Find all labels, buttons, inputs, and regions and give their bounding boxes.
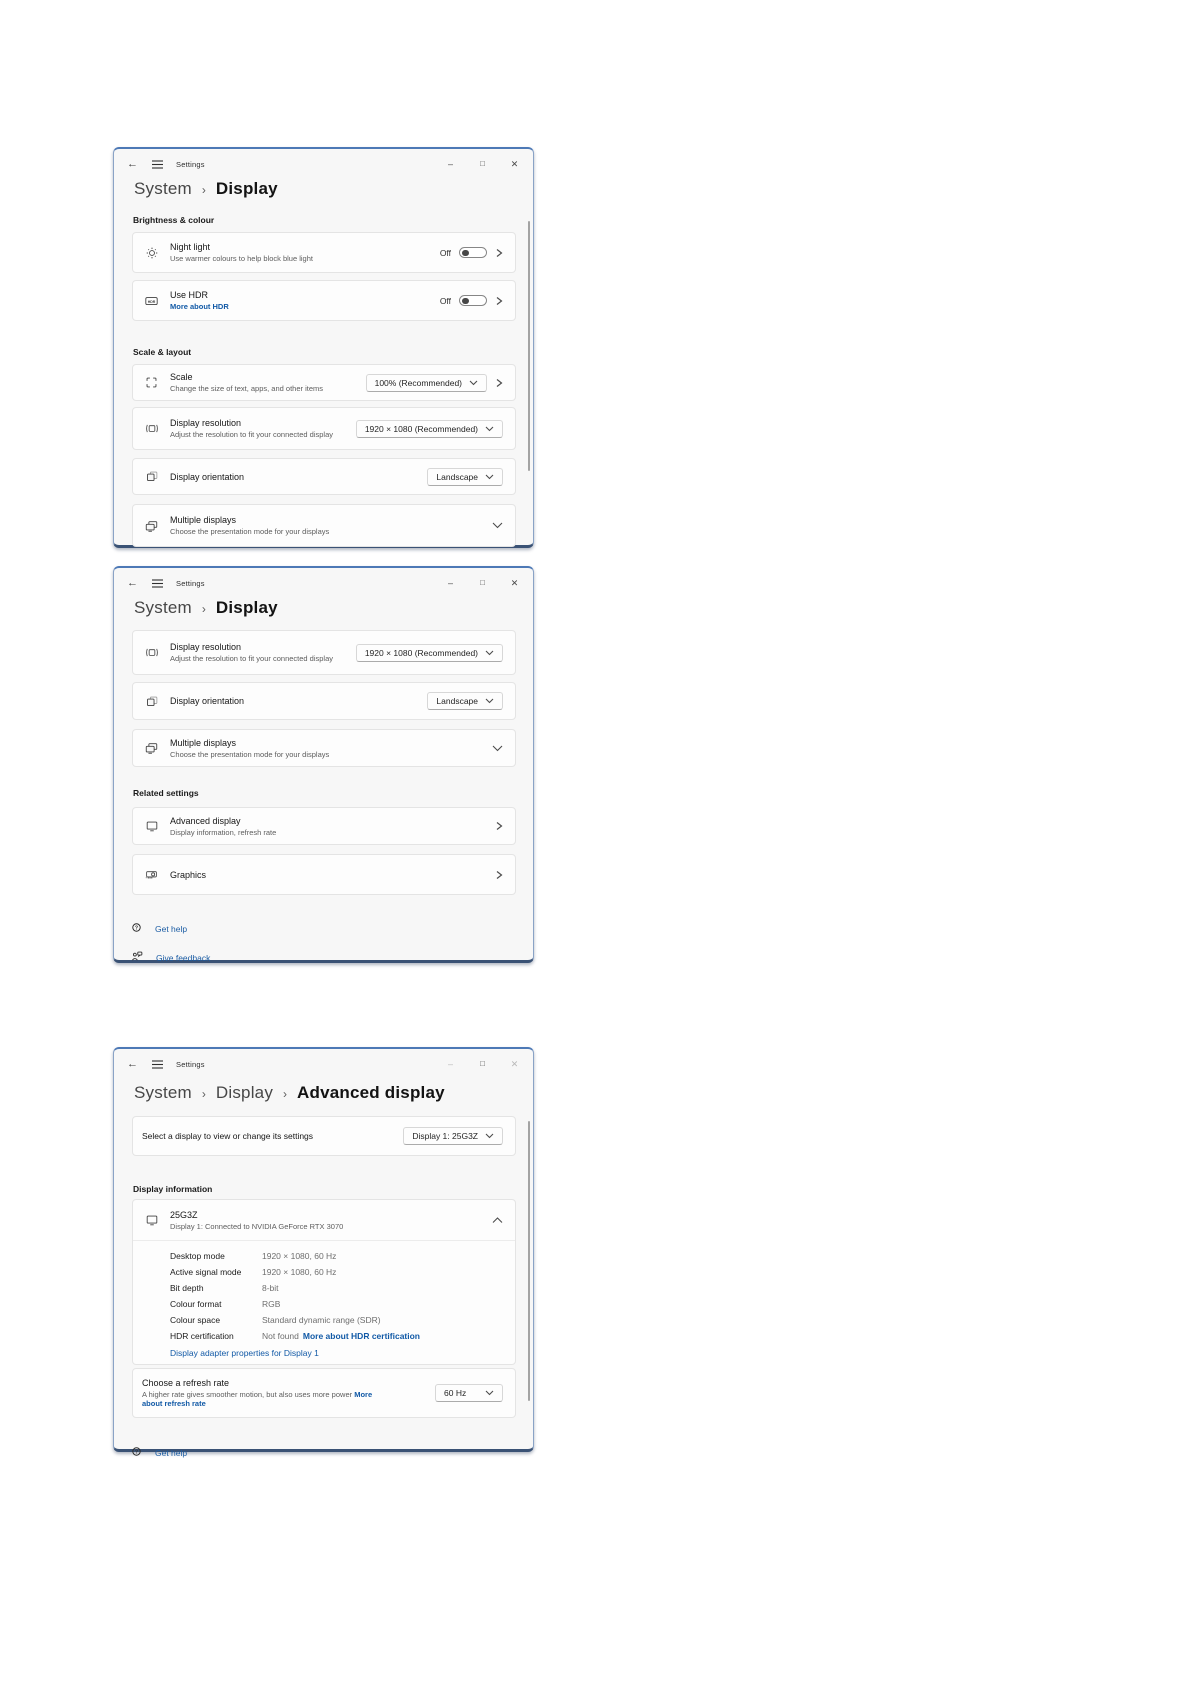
use-hdr-state-label: Off — [439, 295, 451, 306]
refresh-rate-dropdown[interactable] — [435, 1384, 503, 1402]
settings-window-display-scrolled — [113, 566, 534, 963]
breadcrumb — [134, 1083, 533, 1103]
minimize-button[interactable]: – — [447, 158, 453, 169]
info-row-colour-format — [133, 1297, 515, 1313]
info-row-colour-space — [133, 1313, 515, 1329]
settings-window-display-top — [113, 147, 534, 548]
select-display-label: Select a display to view or change its settings — [142, 1131, 314, 1141]
maximize-button[interactable]: □ — [480, 1059, 485, 1068]
back-button[interactable]: ← — [127, 1057, 138, 1070]
display-resolution-subtitle: Adjust the resolution to fit your connected display — [170, 654, 334, 663]
maximize-button[interactable]: □ — [480, 159, 485, 168]
breadcrumb-system[interactable]: System — [134, 598, 192, 617]
close-button[interactable]: ✕ — [510, 1058, 519, 1069]
display-name: 25G3Z — [170, 1209, 198, 1220]
breadcrumb-display: Display — [215, 598, 278, 617]
orientation-dropdown-value: Landscape — [436, 471, 478, 482]
app-title: Settings — [176, 578, 205, 588]
breadcrumb-system[interactable]: System — [134, 179, 192, 198]
scrollbar[interactable] — [528, 221, 530, 471]
scale-dropdown-value: 100% (Recommended) — [374, 377, 462, 388]
get-help-link[interactable]: Get help — [155, 1448, 188, 1458]
display-orientation-title: Display orientation — [170, 696, 245, 706]
info-row-active-signal-mode — [133, 1265, 515, 1281]
display-adapter-properties-link[interactable]: Display adapter properties for Display 1 — [170, 1348, 319, 1358]
multiple-displays-icon — [133, 519, 170, 533]
scale-subtitle: Change the size of text, apps, and other items — [170, 384, 324, 393]
multiple-displays-card[interactable] — [132, 729, 516, 767]
give-feedback-icon — [131, 949, 143, 967]
display-resolution-icon — [133, 646, 170, 659]
chevron-down-icon — [485, 698, 494, 704]
refresh-rate-dropdown-value: 60 Hz — [444, 1388, 467, 1398]
refresh-rate-card — [132, 1368, 516, 1418]
chevron-right-icon — [495, 378, 503, 388]
scale-title: Scale — [170, 372, 193, 382]
chevron-separator-icon: › — [201, 1087, 206, 1101]
section-scale-layout: Scale & layout — [133, 347, 192, 357]
hdr-icon — [133, 294, 170, 308]
back-button[interactable]: ← — [127, 576, 138, 589]
get-help-row[interactable] — [131, 920, 533, 938]
orientation-dropdown-value: Landscape — [436, 696, 478, 706]
advanced-display-icon — [133, 819, 170, 833]
titlebar — [114, 149, 533, 177]
display-information-details — [133, 1241, 515, 1364]
night-light-subtitle: Use warmer colours to help block blue light — [170, 254, 313, 263]
select-display-card — [132, 1116, 516, 1156]
maximize-button[interactable]: □ — [480, 578, 485, 587]
chevron-separator-icon: › — [201, 602, 206, 616]
display-orientation-icon — [133, 470, 170, 483]
chevron-down-icon[interactable] — [492, 745, 503, 752]
orientation-dropdown[interactable] — [427, 468, 503, 486]
section-brightness-colour: Brightness & colour — [133, 215, 215, 225]
info-value: 8-bit — [262, 1283, 279, 1293]
minimize-button[interactable]: – — [447, 1058, 453, 1069]
scale-dropdown[interactable] — [366, 374, 487, 392]
app-title: Settings — [176, 1059, 205, 1069]
refresh-rate-title: Choose a refresh rate — [142, 1378, 230, 1388]
resolution-dropdown[interactable] — [356, 420, 503, 438]
svg-text:?: ? — [134, 1449, 139, 1456]
scale-card[interactable] — [132, 364, 516, 401]
info-row-hdr-certification — [133, 1329, 515, 1345]
resolution-dropdown-value: 1920 × 1080 (Recommended) — [364, 423, 478, 434]
display-orientation-card — [132, 682, 516, 720]
multiple-displays-icon — [133, 741, 170, 755]
chevron-down-icon — [485, 1390, 494, 1396]
multiple-displays-subtitle: Choose the presentation mode for your displays — [170, 749, 330, 759]
scrollbar[interactable] — [528, 1121, 530, 1401]
display-orientation-icon — [133, 695, 170, 708]
breadcrumb-display[interactable]: Display — [215, 1083, 274, 1102]
close-button[interactable]: ✕ — [510, 158, 519, 169]
chevron-right-icon — [495, 870, 503, 880]
chevron-down-icon — [485, 474, 494, 480]
section-related-settings: Related settings — [133, 788, 199, 798]
back-button[interactable]: ← — [127, 157, 138, 170]
info-label: Bit depth — [170, 1283, 204, 1293]
refresh-rate-subtitle: A higher rate gives smoother motion, but also uses more power More about refresh rate — [142, 1390, 373, 1408]
info-row-desktop-mode — [133, 1249, 515, 1265]
breadcrumb-advanced-display: Advanced display — [297, 1083, 445, 1102]
breadcrumb — [134, 598, 533, 618]
info-value: Standard dynamic range (SDR) — [262, 1315, 381, 1325]
night-light-toggle[interactable] — [459, 247, 487, 258]
night-light-state-label: Off — [439, 247, 451, 258]
display-resolution-card — [132, 630, 516, 675]
more-about-hdr-certification-link[interactable]: More about HDR certification — [302, 1331, 420, 1341]
display-resolution-card — [132, 407, 516, 450]
titlebar — [114, 568, 533, 596]
display-information-card — [132, 1199, 516, 1365]
chevron-down-icon — [469, 380, 478, 386]
svg-text:HDR: HDR — [147, 299, 156, 304]
resolution-dropdown-value: 1920 × 1080 (Recommended) — [364, 647, 478, 658]
chevron-down-icon — [485, 1133, 494, 1139]
graphics-card[interactable] — [132, 854, 516, 895]
chevron-down-icon — [485, 650, 494, 656]
chevron-separator-icon: › — [201, 183, 206, 197]
use-hdr-card[interactable] — [132, 280, 516, 321]
select-display-dropdown-value: Display 1: 25G3Z — [412, 1131, 478, 1141]
info-value: 1920 × 1080, 60 Hz — [262, 1251, 337, 1261]
chevron-right-icon — [495, 248, 503, 258]
hamburger-menu-icon[interactable] — [152, 160, 163, 169]
advanced-display-subtitle: Display information, refresh rate — [170, 827, 277, 837]
display-connection-subtitle: Display 1: Connected to NVIDIA GeForce RTX 3070 — [170, 1221, 344, 1231]
chevron-separator-icon: › — [283, 1087, 288, 1101]
night-light-card[interactable] — [132, 232, 516, 273]
give-feedback-row[interactable] — [131, 949, 533, 967]
minimize-button[interactable]: – — [447, 577, 453, 588]
breadcrumb-system[interactable]: System — [134, 1083, 192, 1102]
info-label: Active signal mode — [170, 1267, 242, 1277]
advanced-display-title: Advanced display — [170, 815, 241, 826]
display-resolution-title: Display resolution — [170, 642, 242, 652]
use-hdr-toggle[interactable] — [459, 295, 487, 306]
hamburger-menu-icon[interactable] — [152, 579, 163, 588]
info-row-bit-depth — [133, 1281, 515, 1297]
hamburger-menu-icon[interactable] — [152, 1060, 163, 1069]
get-help-icon — [131, 1444, 142, 1462]
chevron-right-icon — [495, 821, 503, 831]
multiple-displays-subtitle: Choose the presentation mode for your displays — [170, 527, 330, 536]
night-light-title: Night light — [170, 242, 211, 252]
give-feedback-link[interactable]: Give feedback — [156, 953, 211, 963]
info-value: Not found — [262, 1331, 299, 1341]
display-resolution-subtitle: Adjust the resolution to fit your connected display — [170, 430, 334, 439]
more-about-hdr-link[interactable]: More about HDR — [170, 302, 229, 311]
display-resolution-title: Display resolution — [170, 418, 242, 428]
chevron-right-icon — [495, 296, 503, 306]
display-orientation-card — [132, 458, 516, 495]
graphics-title: Graphics — [170, 869, 207, 880]
close-button[interactable]: ✕ — [510, 577, 519, 588]
settings-window-advanced-display — [113, 1047, 534, 1458]
info-label: Colour space — [170, 1315, 221, 1325]
get-help-link[interactable]: Get help — [155, 924, 188, 934]
info-label: Colour format — [170, 1299, 222, 1309]
info-label: HDR certification — [170, 1331, 234, 1341]
info-label: Desktop mode — [170, 1251, 225, 1261]
breadcrumb-display: Display — [215, 179, 278, 198]
use-hdr-title: Use HDR — [170, 290, 209, 300]
orientation-dropdown[interactable] — [427, 692, 503, 710]
chevron-down-icon — [485, 426, 494, 432]
more-about-refresh-rate-link[interactable]: More about refresh rate — [142, 1390, 373, 1408]
night-light-icon — [133, 246, 170, 260]
get-help-row[interactable] — [131, 1444, 533, 1462]
app-title: Settings — [176, 159, 205, 169]
svg-text:?: ? — [134, 925, 139, 932]
display-information-header[interactable] — [133, 1200, 515, 1240]
section-display-information: Display information — [133, 1184, 213, 1194]
display-orientation-title: Display orientation — [170, 471, 245, 482]
advanced-display-card[interactable] — [132, 807, 516, 845]
chevron-up-icon[interactable] — [492, 1217, 503, 1224]
select-display-dropdown[interactable] — [403, 1127, 503, 1145]
multiple-displays-title: Multiple displays — [170, 515, 237, 525]
display-resolution-icon — [133, 422, 170, 435]
info-value: RGB — [262, 1299, 281, 1309]
titlebar — [114, 1049, 533, 1077]
scale-icon — [133, 376, 170, 389]
breadcrumb — [134, 179, 533, 199]
get-help-icon — [131, 920, 142, 938]
graphics-gpu-icon — [133, 868, 170, 881]
multiple-displays-card[interactable] — [132, 504, 516, 547]
info-value: 1920 × 1080, 60 Hz — [262, 1267, 337, 1277]
monitor-icon — [133, 1213, 170, 1227]
resolution-dropdown[interactable] — [356, 644, 503, 662]
multiple-displays-title: Multiple displays — [170, 737, 237, 748]
chevron-down-icon[interactable] — [492, 522, 503, 529]
